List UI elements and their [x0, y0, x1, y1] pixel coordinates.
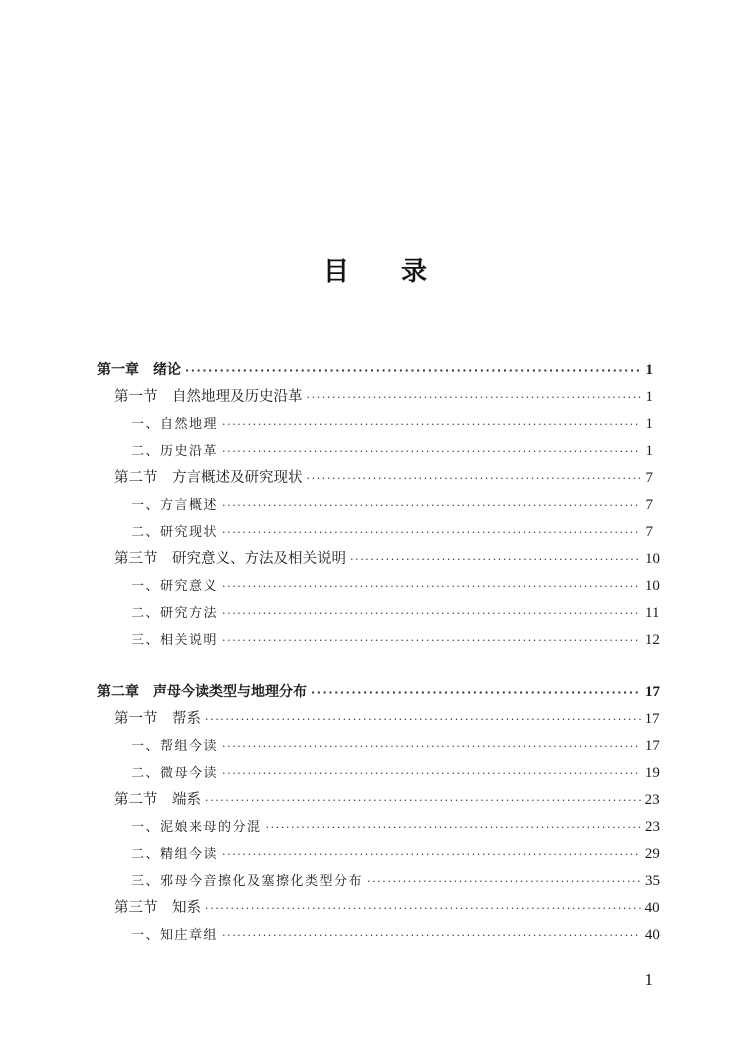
toc-entry-section[interactable] [114, 897, 660, 919]
toc-entry-item[interactable] [131, 762, 660, 784]
toc-entry-label: 二、历史沿革 [131, 444, 219, 459]
toc-entry-page-number: 23 [644, 792, 660, 808]
dot-leader [205, 790, 641, 812]
toc-entry-section[interactable] [114, 789, 660, 811]
toc-entry-label: 一、方言概述 [131, 498, 219, 513]
dot-leader [222, 763, 641, 785]
toc-entry-item[interactable] [131, 575, 660, 597]
toc-entry-item[interactable] [131, 870, 660, 892]
toc-entry-label: 一、泥娘来母的分混 [131, 820, 262, 835]
toc-entry-item[interactable] [131, 602, 660, 624]
toc-entry-page-number: 17 [644, 711, 660, 727]
toc-entry-page-number: 12 [644, 632, 660, 648]
dot-leader [205, 898, 641, 920]
toc-entry-page-number: 40 [644, 927, 660, 943]
toc-entry-page-number: 1 [645, 389, 653, 405]
dot-leader [222, 522, 641, 544]
toc-entry-page-number: 23 [645, 819, 660, 835]
toc-entry-page-number: 19 [644, 765, 660, 781]
page-number: 1 [644, 970, 653, 989]
dot-leader [311, 682, 641, 704]
dot-leader [222, 414, 641, 436]
toc-entry-chapter[interactable] [97, 359, 653, 381]
toc-entry-label: 第二章 声母今读类型与地理分布 [97, 684, 307, 700]
toc-entry-label: 二、微母今读 [131, 766, 219, 781]
toc-entry-label: 一、研究意义 [131, 579, 219, 594]
toc-entry-label: 第三节 研究意义、方法及相关说明 [114, 551, 346, 567]
toc-entry-page-number: 35 [645, 873, 660, 889]
toc-entry-page-number: 7 [645, 524, 653, 540]
toc-entry-page-number: 10 [644, 578, 660, 594]
toc-entry-item[interactable] [131, 521, 653, 543]
toc-entry-page-number: 1 [645, 362, 653, 378]
toc-entry-section[interactable] [114, 548, 660, 570]
dot-leader [222, 441, 641, 463]
toc-entry-page-number: 29 [644, 846, 660, 862]
dot-leader [266, 817, 641, 839]
toc-entry-item[interactable] [131, 629, 660, 651]
toc-entry-label: 三、相关说明 [131, 633, 219, 648]
toc-entry-page-number: 7 [645, 497, 653, 513]
toc-entry-page-number: 7 [645, 470, 653, 486]
toc-entry-page-number: 1 [645, 416, 653, 432]
toc-entry-section[interactable] [114, 467, 653, 489]
toc-entry-section[interactable] [114, 708, 660, 730]
toc-entry-page-number: 11 [645, 605, 660, 621]
toc-entry-section[interactable] [114, 386, 653, 408]
toc-entry-item[interactable] [131, 413, 653, 435]
dot-leader [222, 576, 641, 598]
toc-entry-chapter[interactable] [97, 681, 660, 703]
dot-leader [222, 603, 641, 625]
toc-entry-label: 第二节 方言概述及研究现状 [114, 470, 303, 486]
dot-leader [185, 360, 641, 382]
toc-entry-item[interactable] [131, 494, 653, 516]
dot-leader [205, 709, 641, 731]
dot-leader [222, 630, 641, 652]
toc-entry-page-number: 10 [645, 551, 660, 567]
toc-entry-item[interactable] [131, 440, 653, 462]
dot-leader [222, 925, 641, 947]
toc-entry-label: 第一节 自然地理及历史沿革 [114, 389, 303, 405]
toc-entry-page-number: 17 [644, 738, 660, 754]
toc-entry-item[interactable] [131, 924, 660, 946]
dot-leader [367, 871, 641, 893]
toc-entry-label: 第一章 绪论 [97, 362, 181, 378]
toc-entry-page-number: 1 [645, 443, 653, 459]
dot-leader [222, 844, 641, 866]
dot-leader [350, 549, 641, 571]
toc-entry-label: 一、知庄章组 [131, 928, 219, 943]
toc-entry-item[interactable] [131, 843, 660, 865]
toc-entry-item[interactable] [131, 735, 660, 757]
toc-entry-page-number: 17 [645, 684, 660, 700]
toc-entry-label: 第二节 端系 [114, 792, 201, 808]
title-char-2: 录 [401, 257, 428, 287]
toc-entry-label: 二、研究方法 [131, 606, 219, 621]
toc-entry-item[interactable] [131, 816, 660, 838]
toc-entry-label: 二、研究现状 [131, 525, 219, 540]
toc-entry-label: 三、邪母今音擦化及塞擦化类型分布 [131, 874, 364, 889]
title-char-1: 目 [322, 257, 349, 287]
toc-entry-page-number: 40 [644, 900, 660, 916]
dot-leader [307, 387, 642, 409]
toc-entry-label: 二、精组今读 [131, 847, 219, 862]
toc-entry-label: 第一节 帮系 [114, 711, 201, 727]
dot-leader [307, 468, 642, 490]
dot-leader [222, 495, 641, 517]
toc-entry-label: 一、帮组今读 [131, 739, 219, 754]
dot-leader [222, 736, 641, 758]
toc-entry-label: 一、自然地理 [131, 417, 219, 432]
toc-entry-label: 第三节 知系 [114, 900, 201, 916]
